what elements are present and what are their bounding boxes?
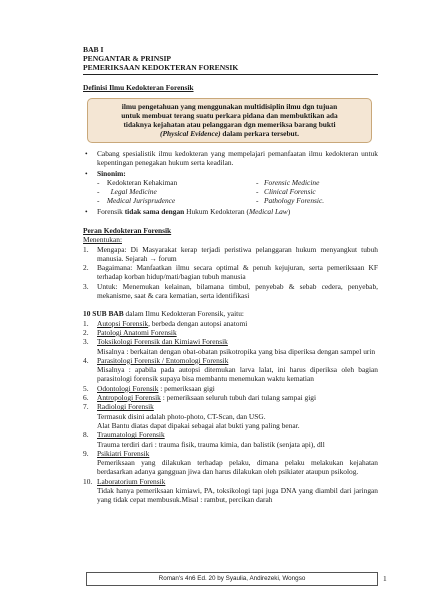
- callout-line: ilmu pengetahuan yang menggunakan multidisiplin ilmu dgn tujuan: [121, 101, 338, 111]
- bullet-cabang: [83, 149, 378, 168]
- subbab-body: Tidak hanya pemeriksaan kimiawi, PA, toksikologi tapi juga DNA yang diambil dari jaringan yang tidak cepat membusuk.Misal : rambut, percikan darah: [97, 486, 378, 505]
- not-same-prefix: Forensik: [97, 206, 125, 216]
- peran-intro: Menentukan:: [83, 235, 122, 245]
- chapter-title-line-1: PENGANTAR & PRINSIP: [83, 54, 172, 64]
- subbab-item: [83, 449, 378, 458]
- list-text: Bagaimana: Manfaatkan ilmu secara optimal & penuh kejujuran, serta pemeriksaan KF terhadap korban hidup/mati/bagian tubuh manusia: [97, 263, 378, 282]
- subbab-number: 8.: [83, 430, 89, 440]
- callout-line: tidaknya kejahatan atau pelanggaran dgn memeriksa barang bukti: [123, 119, 336, 129]
- subbab-item: [83, 384, 378, 393]
- sinonim-right: Pathology Forensic.: [264, 196, 325, 206]
- subbab-heading-rest: dalam Ilmu Kedokteran Forensik, yaitu:: [123, 309, 244, 319]
- sinonim-row: - Legal Medicine - Clinical Forensic: [97, 187, 316, 197]
- subbab-item: [83, 337, 378, 346]
- bullet-icon: •: [85, 206, 88, 216]
- sinonim-left: Medical Jurisprudence: [106, 196, 176, 206]
- sinonim-left: Legal Medicine: [110, 187, 157, 197]
- list-number: 2.: [83, 263, 89, 273]
- subbab-body: Pemeriksaan yang dilakukan terhadap pelaku, dimana pelaku melakukan kejahatan berdasarkan adanya gangguan jiwa dan harus dilakukan oleh psikiater ataupun psikolog.: [97, 458, 378, 477]
- definition-heading: Definisi Ilmu Kedokteran Forensik: [83, 82, 194, 92]
- sinonim-row: - Kedokteran Kehakiman - Forensic Medicine: [97, 177, 320, 187]
- list-item: [83, 282, 378, 301]
- footer-box: [86, 572, 378, 586]
- subbab-title: Odontologi Forensik: [97, 383, 159, 393]
- definition-callout: [87, 98, 372, 143]
- subbab-body: Misalnya : berkaitan dengan obat-obatan psikotropika yang bisa diperiksa dengan sampel urin: [97, 346, 376, 356]
- list-item: [83, 245, 378, 264]
- subbab-title: Autopsi Forensik: [97, 318, 149, 328]
- not-same-bold: tidak sama dengan: [124, 206, 185, 216]
- subbab-item: [83, 393, 378, 402]
- callout-line: [92, 129, 367, 138]
- footer-text: Roman's 4n6 Ed. 20 by Syaulia, Andirezeki, Wongso: [158, 575, 306, 582]
- subbab-number: 7.: [83, 402, 89, 412]
- subbab-title: Psikiatri Forensik: [97, 448, 150, 458]
- peran-heading: Peran Kedokteran Forensik: [83, 225, 172, 235]
- subbab-item: [83, 477, 378, 486]
- subbab-number: 9.: [83, 448, 89, 458]
- chapter-number: BAB I: [83, 45, 104, 54]
- subbab-list: [83, 319, 378, 505]
- subbab-item: [83, 356, 378, 365]
- sinonim-right: Forensic Medicine: [264, 177, 320, 187]
- subbab-heading-bold: 10 SUB BAB: [83, 309, 124, 319]
- bullet-not-same: [83, 207, 378, 216]
- bullet-sinonim: [83, 169, 378, 178]
- list-item: [83, 263, 378, 282]
- list-text: Mengapa: Di Masyarakat kerap terjadi peristiwa pelanggaran hukum menyangkut tubuh manusia. Sejarah → forum: [97, 244, 378, 263]
- list-text: Untuk: Menemukan kelainan, bilamana timbul, penyebab & sebab cedera, penyebab, mekanisme, saat & cara kematian, serta identifikasi: [97, 281, 378, 301]
- callout-line: untuk membuat terang suatu perkara pidana dan membuktikan ada: [121, 110, 338, 120]
- subbab-number: 1.: [83, 318, 89, 328]
- subbab-title-rest: : pemeriksaan gigi: [158, 383, 215, 393]
- list-number: 3.: [83, 281, 89, 291]
- subbab-item: [83, 430, 378, 439]
- subbab-number: 2.: [83, 327, 89, 337]
- bullet-icon: •: [85, 168, 88, 178]
- bullet-text: Cabang spesialistik ilmu kedokteran yang mempelajari pemanfaatan ilmu kedokteran untuk kepentingan penegakan hukum serta keadilan.: [97, 148, 378, 168]
- page-number: 1: [383, 574, 387, 583]
- subbab-title: Toksikologi Forensik dan Kimiawi Forensik: [97, 337, 228, 347]
- subbab-title-rest: : pemeriksaan seluruh tubuh dari tulang sampai gigi: [160, 393, 317, 403]
- subbab-number: 3.: [83, 337, 89, 347]
- subbab-number: 10.: [83, 476, 93, 486]
- subbab-item: [83, 319, 378, 328]
- bullet-icon: •: [85, 148, 88, 158]
- sinonim-right: Clinical Forensic: [264, 187, 316, 197]
- subbab-body: Misalnya : apabila pada autopsi ditemukan larva lalat, ini harus diperiksa oleh bagian parasitologi forensik supaya bisa membantu menemukan waktu kematian: [97, 365, 378, 384]
- callout-italic: (Physical Evidence): [160, 128, 221, 138]
- subbab-item: [83, 328, 378, 337]
- sinonim-left: Kedokteran Kehakiman: [106, 177, 178, 187]
- chapter-title-line-2: PEMERIKSAAN KEDOKTERAN FORENSIK: [83, 63, 239, 73]
- list-number: 1.: [83, 244, 89, 254]
- subbab-heading: [83, 309, 378, 318]
- subbab-number: 5.: [83, 383, 89, 393]
- callout-rest: dalam perkara tersebut.: [220, 128, 299, 138]
- subbab-title-rest: , berbeda dengan autopsi anatomi: [148, 318, 248, 328]
- not-same-italic: Medical Law: [248, 206, 288, 216]
- subbab-item: [83, 402, 378, 411]
- not-same-mid: Hukum Kedokteran (: [184, 206, 249, 216]
- subbab-title: Laboratorium Forensik: [97, 476, 166, 486]
- subbab-title: Radiologi Forensik: [97, 402, 154, 412]
- subbab-body: Trauma terdiri dari : trauma fisik, trauma kimia, dan balistik (senjata api), dll: [97, 439, 325, 449]
- document-page: [83, 45, 378, 505]
- subbab-body: Termasuk disini adalah photo-photo, CT-Scan, dan USG. Alat Bantu diatas dapat dipakai sebagai alat bukti yang paling benar.: [97, 411, 300, 430]
- subbab-title: Traumatologi Forensik: [97, 430, 165, 440]
- not-same-end: ): [287, 206, 291, 216]
- subbab-number: 4.: [83, 355, 89, 365]
- subbab-title: Parasitologi Forensik / Entomologi Forensik: [97, 355, 229, 365]
- subbab-title: Antropologi Forensik: [97, 393, 161, 403]
- sinonim-row: - Medical Jurisprudence - Pathology Forensic.: [97, 196, 325, 206]
- subbab-title: Patologi Anatomi Forensik: [97, 327, 177, 337]
- header-divider: [83, 74, 378, 75]
- subbab-number: 6.: [83, 393, 89, 403]
- sinonim-label: Sinonim:: [97, 168, 126, 178]
